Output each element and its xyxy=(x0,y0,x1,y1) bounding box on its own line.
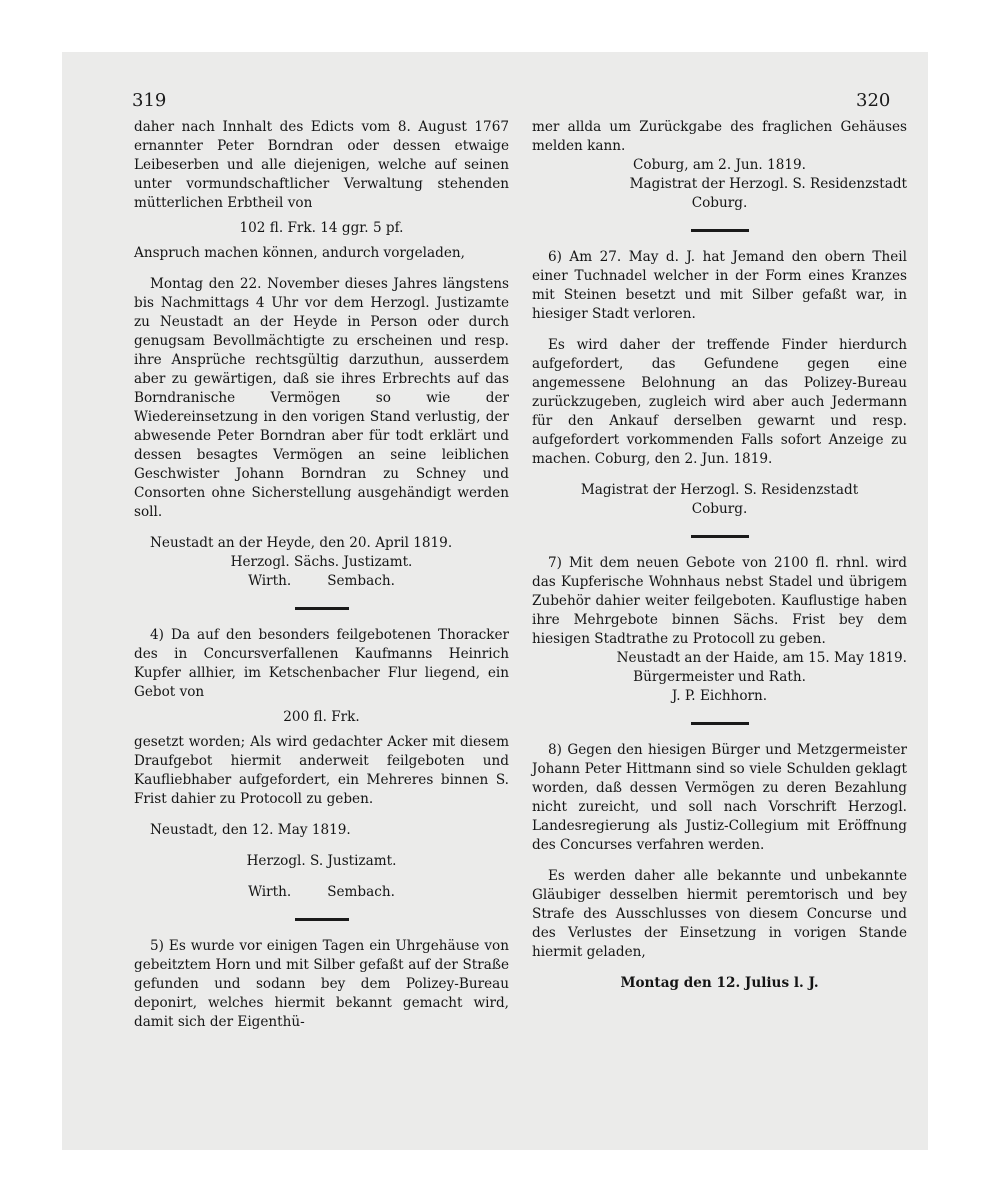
section-divider xyxy=(295,918,349,921)
closing-date: Montag den 12. Julius l. J. xyxy=(620,975,819,991)
place-date: Neustadt, den 12. May 1819. xyxy=(150,822,351,838)
signers xyxy=(134,572,509,591)
notice-5: 5) Es wurde vor einigen Tagen ein Uhrgehäuse von gebeitztem Horn und mit Silber gefaßt auf der Straße gefunden und sodann bey dem Polizey-Bureau deponirt, welches hiermit bekannt gemacht wird, damit sich der Eigenthü- xyxy=(134,938,509,1030)
office-signature: Magistrat der Herzogl. S. Residenzstadt xyxy=(580,482,859,498)
notice-5-continued: mer allda um Zurückgabe des fraglichen Gehäuses melden kann. xyxy=(532,119,907,154)
notice-4-continued: gesetzt worden; Als wird gedachter Acker mit diesem Draufgebot hiermit anderweit feilgeboten und Kaufliebhaber aufgefordert, ein Mehreres binnen S. Frist dahier zu Protocoll zu geben. xyxy=(134,734,509,807)
office-signature: Bürgermeister und Rath. xyxy=(633,669,806,685)
amount-line: 200 fl. Frk. xyxy=(283,709,360,725)
section-divider xyxy=(295,607,349,610)
notice-7: 7) Mit dem neuen Gebote von 2100 fl. rhnl. wird das Kupferische Wohnhaus nebst Stadel und übrigem Zubehör dahier weiter feilgeboten. Kauflustige haben ihre Mehrgebote binnen Sächs. Frist bey dem hiesigen Stadtrathe zu Protocoll zu geben. xyxy=(532,555,907,647)
section-divider xyxy=(691,722,749,725)
page-number-left: 319 xyxy=(132,90,167,111)
section-divider xyxy=(691,229,749,232)
notice-6: 6) Am 27. May d. J. hat Jemand den obern Theil einer Tuchnadel welcher in der Form eines Kranzes mit Steinen besetzt und mit Silber gefaßt war, in hiesiger Stadt verloren. xyxy=(532,249,907,322)
signer: Wirth. xyxy=(248,884,292,900)
place-date: Coburg, am 2. Jun. 1819. xyxy=(632,157,806,173)
office-signature-city: Coburg. xyxy=(691,501,748,517)
notice-6-continued: Es wird daher der treffende Finder hierdurch aufgefordert, das Gefundene gegen eine angemessene Belohnung an das Polizey-Bureau zurückzugeben, zugleich wird aber auch Jedermann für den Ankauf derselben gewarnt und resp. aufgefordert vorkommenden Falls sofort Anzeige zu machen. Coburg, den 2. Jun. 1819. xyxy=(532,337,907,467)
office-signature: Magistrat der Herzogl. S. Residenzstadt xyxy=(629,176,907,192)
section-divider xyxy=(691,535,749,538)
place-date: Neustadt an der Haide, am 15. May 1819. xyxy=(616,650,907,666)
notice-8-continued: Es werden daher alle bekannte und unbekannte Gläubiger desselben hiermit peremtorisch und bey Strafe des Ausschlusses von diesem Concurse und des Verlustes der Einsetzung in vorigen Stande hiermit geladen, xyxy=(532,868,907,960)
notice-8: 8) Gegen den hiesigen Bürger und Metzgermeister Johann Peter Hittmann sind so viele Schulden geklagt worden, daß dessen Vermögen zu deren Bezahlung nicht zureicht, und soll nach Vorschrift Herzogl. Landesregierung als Justiz-Collegium mit Eröffnung des Concurses verfahren werden. xyxy=(532,742,907,853)
summons-body: Montag den 22. November dieses Jahres längstens bis Nachmittags 4 Uhr vor dem Herzogl. Justizamte zu Neustadt an der Heyde in Person oder durch genugsam Bevollmächtigte zu erscheinen und resp. ihre Ansprüche rechtsgültig darzuthun, ausserdem aber zu gewärtigen, daß sie ihres Erbrechts auf das Borndranische Vermögen so wie der Wiedereinsetzung in den vorigen Stand verlustig, der abwesende Peter Borndran aber für todt erklärt und dessen besagtes Vermögen an seine leiblichen Geschwister Johann Borndran zu Schney und Consorten ohne Sicherstellung ausgehändigt werden soll. xyxy=(134,276,509,520)
signers xyxy=(134,883,509,902)
page-number-right: 320 xyxy=(856,90,891,111)
place-date: Neustadt an der Heyde, den 20. April 1819. xyxy=(150,535,453,551)
signer: Wirth. xyxy=(248,573,292,589)
claim-line: Anspruch machen können, andurch vorgeladen, xyxy=(134,245,465,261)
office-signature-city: Coburg. xyxy=(691,195,748,211)
right-column xyxy=(532,118,907,993)
office-signature: Herzogl. Sächs. Justizamt. xyxy=(230,554,413,570)
signer: J. P. Eichhorn. xyxy=(671,688,768,704)
signer: Sembach. xyxy=(327,573,395,589)
office-signature: Herzogl. S. Justizamt. xyxy=(246,853,397,869)
amount-line: 102 fl. Frk. 14 ggr. 5 pf. xyxy=(239,220,404,236)
signer: Sembach. xyxy=(327,884,395,900)
left-column xyxy=(134,118,509,1032)
notice-4: 4) Da auf den besonders feilgebotenen Thoracker des in Concursverfallenen Kaufmanns Heinrich Kupfer allhier, im Ketschenbacher Flur liegend, ein Gebot von xyxy=(134,627,509,700)
intro-paragraph: daher nach Innhalt des Edicts vom 8. August 1767 ernannter Peter Borndran oder dessen etwaige Leibeserben und alle diejenigen, welche auf seinen unter vormundschaftlicher Verwaltung stehenden mütterlichen Erbtheil von xyxy=(134,119,509,211)
